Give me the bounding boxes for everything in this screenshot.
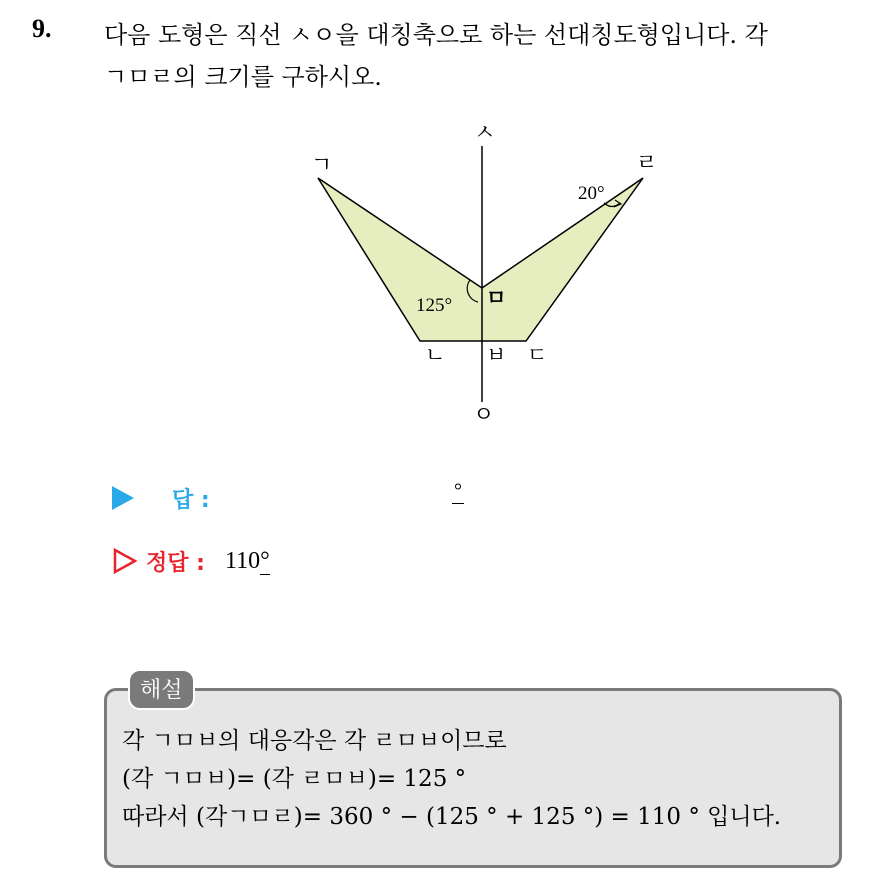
correct-value [225, 548, 270, 575]
play-icon [112, 486, 134, 510]
answer-blank[interactable] [452, 480, 464, 504]
label-m: ㅁ [486, 286, 507, 310]
answer-label: 답 : [172, 487, 210, 513]
explanation-tag: 해설 [128, 669, 195, 710]
label-r: ㄹ [636, 151, 658, 176]
angle-label-125: 125° [416, 295, 453, 316]
correct-label: 정답 : [146, 550, 205, 576]
label-n: ㄴ [425, 343, 446, 367]
explanation-line-3: 따라서 (각ㄱㅁㄹ)= 360 ° − (125 ° + 125 °) = 110 ° 입니다. [122, 804, 782, 830]
label-o: ㅇ [473, 403, 495, 428]
question-number: 9. [32, 14, 52, 43]
correct-unit: ° [260, 547, 270, 574]
label-d: ㄷ [527, 343, 548, 367]
explanation-line-2: (각 ㄱㅁㅂ)= (각 ㄹㅁㅂ)= 125 ° [122, 766, 467, 792]
label-s: ㅅ [474, 121, 496, 146]
play-outline-icon [112, 547, 138, 575]
explanation-line-1: 각 ㄱㅁㅂ의 대응각은 각 ㄹㅁㅂ이므로 [122, 728, 507, 754]
question-line-2: ㄱㅁㄹ의 크기를 구하시오. [104, 63, 382, 91]
question-line-1: 다음 도형은 직선 ㅅㅇ을 대칭축으로 하는 선대칭도형입니다. 각 [104, 21, 768, 49]
correct-answer-row [112, 541, 270, 581]
label-g: ㄱ [311, 153, 333, 178]
answer-unit: ° [454, 480, 462, 502]
explanation-text [122, 722, 781, 836]
answer-row [112, 478, 210, 518]
angle-label-20: 20° [578, 183, 605, 204]
label-b: ㅂ [486, 343, 507, 367]
correct-number: 110 [224, 547, 261, 574]
